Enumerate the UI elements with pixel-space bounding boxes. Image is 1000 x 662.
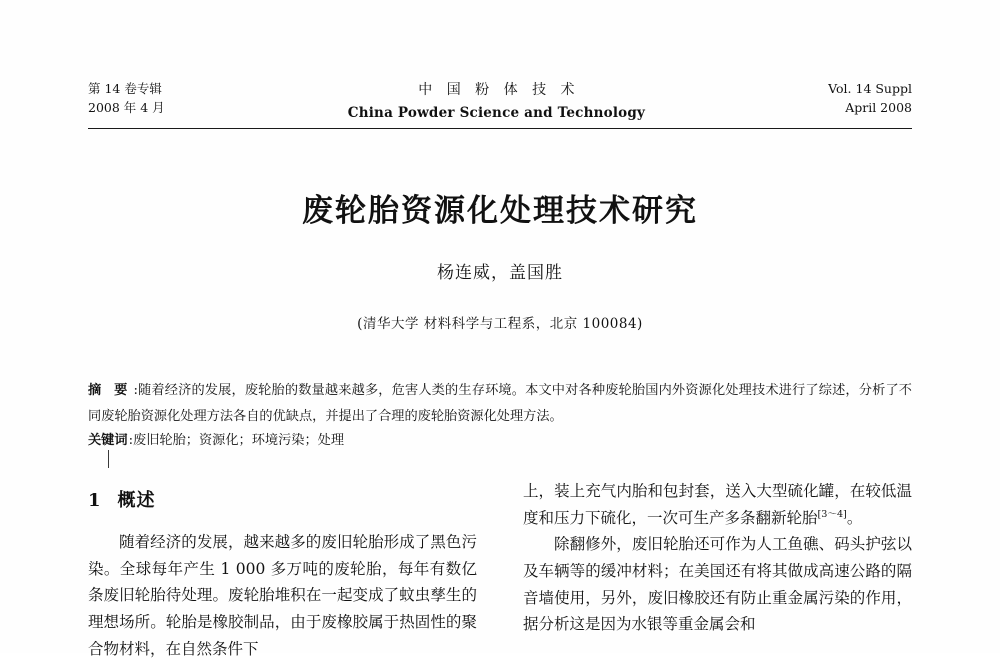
column-right: [523, 478, 912, 653]
section-title: 概述: [117, 490, 156, 511]
journal-title-en: China Powder Science and Technology: [347, 105, 646, 121]
keywords-label: 关键词: [88, 433, 128, 448]
abstract-text: :随着经济的发展，废轮胎的数量越来越多，危害人类的生存环境。本文中对各种废轮胎国内外资源化处理技术进行了综述，分析了不同废轮胎资源化处理方法各自的优缺点，并提出了合理的废轮胎资源化处理方法。: [88, 383, 912, 424]
journal-title-cn: 中 国 粉 体 技 术: [418, 82, 580, 98]
abstract: [88, 378, 912, 429]
date-line-cn: 2008 年 4 月: [88, 99, 165, 115]
paragraph-text-post: 。: [846, 508, 863, 527]
running-head: [88, 80, 912, 123]
paragraph: [523, 478, 912, 531]
section-heading: [88, 486, 477, 517]
date-line-en: April 2008: [845, 99, 912, 115]
margin-tick-mark: [108, 450, 109, 468]
abstract-label: 摘 要: [88, 383, 132, 398]
paragraph: 随着经济的发展，越来越多的废旧轮胎形成了黑色污染。全球每年产生 1 000 多万吨的废轮胎，每年有数亿条废旧轮胎待处理。废轮胎堆积在一起变成了蚊虫孳生的理想场所。轮胎是橡胶制品，由于废橡胶属于热固性的聚合物材料，在自然条件下: [88, 532, 477, 658]
affiliation: (清华大学 材料科学与工程系，北京 100084): [357, 316, 643, 332]
paragraph-text-pre: 上，装上充气内胎和包封套，送入大型硫化罐，在较低温度和压力下硫化，一次可生产多条翻新轮胎: [523, 482, 912, 527]
paragraph: 除翻修外，废旧轮胎还可作为人工鱼礁、码头护弦以及车辆等的缓冲材料；在美国还有将其做成高速公路的隔音墙使用，另外，废旧橡胶还有防止重金属污染的作用，据分析这是因为水银等重金属会和: [523, 535, 912, 634]
page-title: 废轮胎资源化处理技术研究: [302, 193, 698, 229]
header-divider: [88, 128, 912, 129]
volume-issue-block: [88, 80, 165, 118]
journal-name-block: [165, 80, 828, 123]
keywords-text: :废旧轮胎；资源化；环境污染；处理: [128, 433, 345, 448]
section-number: 1: [88, 490, 102, 511]
citation-reference: [3～4]: [817, 508, 847, 520]
column-left: [88, 478, 477, 658]
volume-line-en: Vol. 14 Suppl: [828, 81, 912, 96]
author-list: 杨连威，盖国胜: [437, 263, 563, 283]
keywords: [88, 428, 912, 453]
volume-line: 第 14 卷专辑: [88, 81, 162, 96]
volume-issue-block-en: [828, 80, 912, 118]
body-columns: [88, 478, 912, 658]
